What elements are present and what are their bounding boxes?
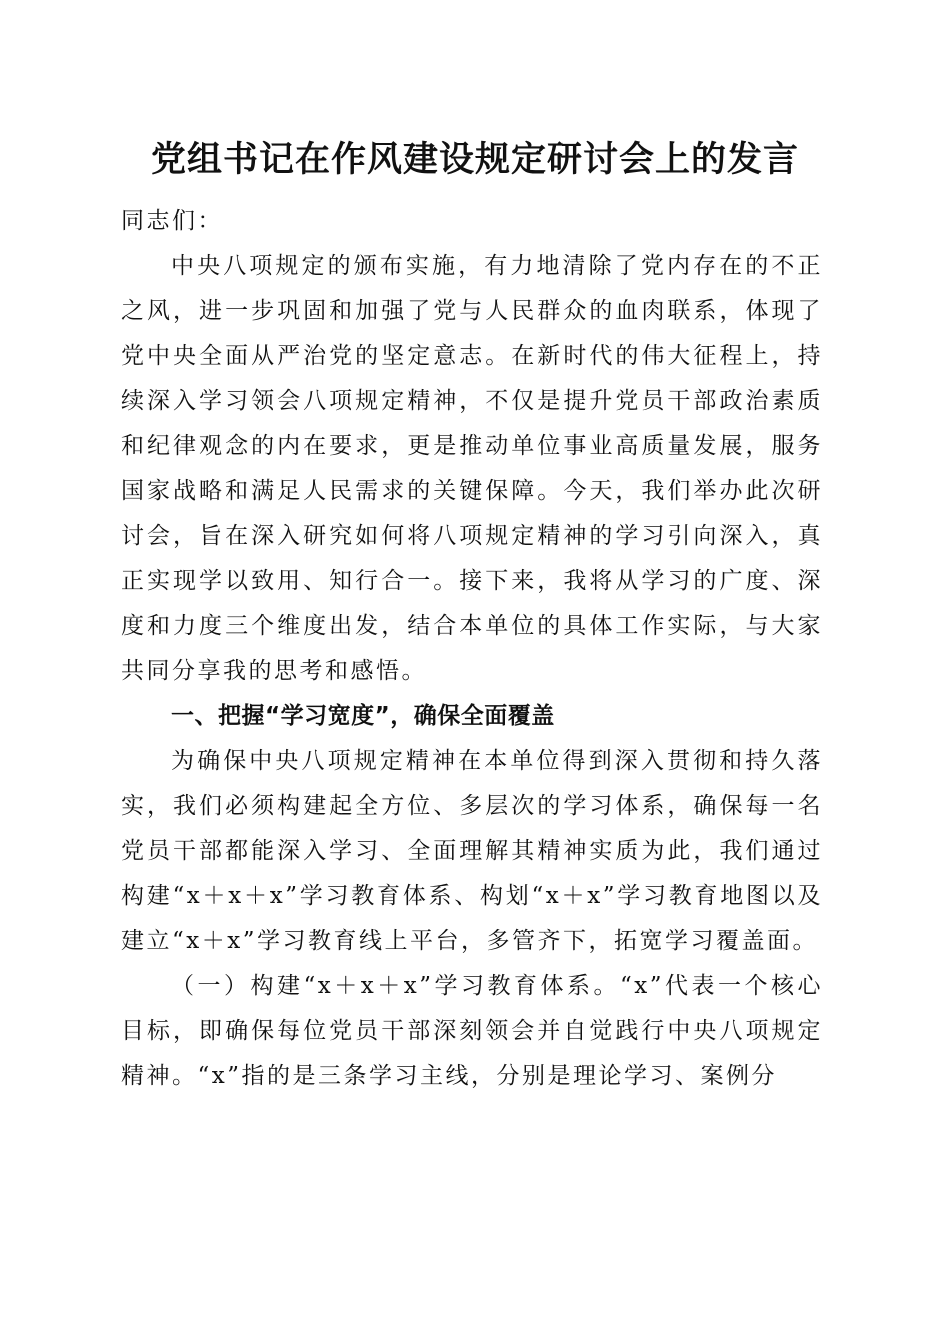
document-body (121, 199, 823, 1099)
salutation: 同志们： (121, 208, 223, 234)
section-heading: 一、把握“学习宽度”，确保全面覆盖 (171, 703, 555, 729)
paragraph-section-1: 为确保中央八项规定精神在本单位得到深入贯彻和持久落实，我们必须构建起全方位、多层次的学习体系，确保每一名党员干部都能深入学习、全面理解其精神实质为此，我们通过构建“x＋x＋x”学习教育体系、构划“x＋x”学习教育地图以及建立“x＋x”学习教育线上平台，多管齐下，拓宽学习覆盖面。 (121, 748, 823, 954)
document-title: 党组书记在作风建设规定研讨会上的发言 (150, 139, 799, 180)
paragraph-subsection-1: （一）构建“x＋x＋x”学习教育体系。“x”代表一个核心目标，即确保每位党员干部深刻领会并自觉践行中央八项规定精神。“x”指的是三条学习主线，分别是理论学习、案例分 (121, 973, 823, 1089)
paragraph-intro: 中央八项规定的颁布实施，有力地清除了党内存在的不正之风，进一步巩固和加强了党与人民群众的血肉联系，体现了党中央全面从严治党的坚定意志。在新时代的伟大征程上，持续深入学习领会八项规定精神，不仅是提升党员干部政治素质和纪律观念的内在要求，更是推动单位事业高质量发展，服务国家战略和满足人民需求的关键保障。今天，我们举办此次研讨会，旨在深入研究如何将八项规定精神的学习引向深入，真正实现学以致用、知行合一。接下来，我将从学习的广度、深度和力度三个维度出发，结合本单位的具体工作实际，与大家共同分享我的思考和感悟。 (121, 253, 823, 684)
